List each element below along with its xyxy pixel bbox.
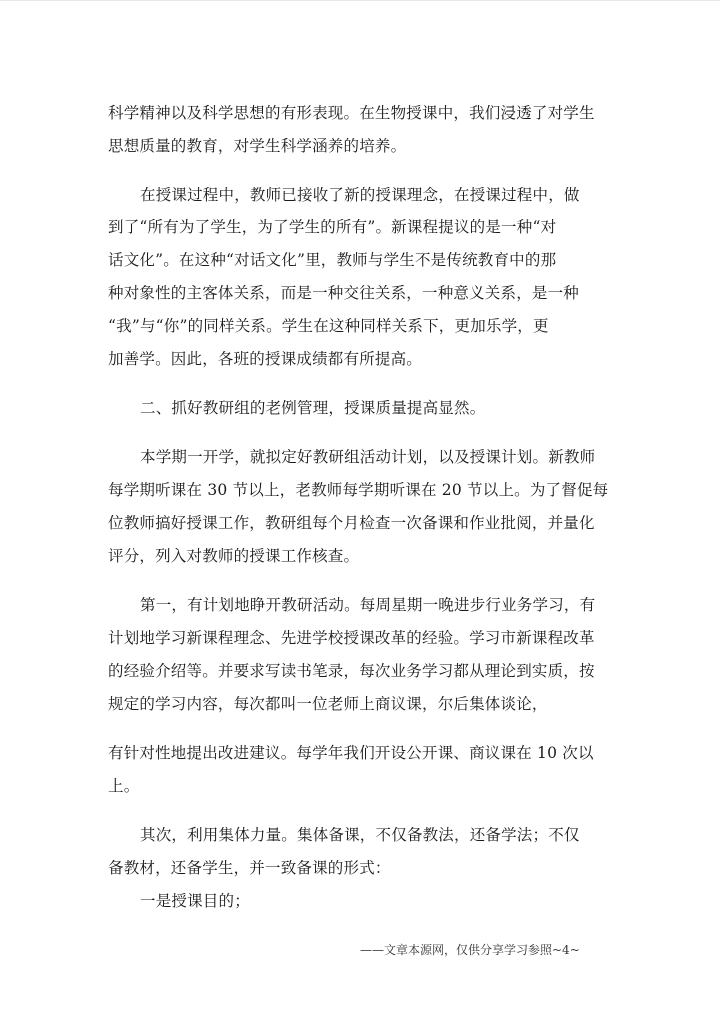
paragraph-line: 的经验介绍等。并要求写读书笔录，每次业务学习都从理论到实质，按 bbox=[108, 662, 595, 680]
paragraph-line: 位教师搞好授课工作，教研组每个月检查一次备课和作业批阅，并量化 bbox=[108, 514, 595, 532]
paragraph-line: 思想质量的教育，对学生科学涵养的培养。 bbox=[108, 137, 407, 155]
paragraph-line: 话文化”。在这种“对话文化”里，教师与学生不是传统教育中的那 bbox=[108, 251, 557, 269]
page-footer: ——文章本源网，仅供分享学习参照~4~ bbox=[360, 943, 580, 957]
paragraph-line: 本学期一开学，就拟定好教研组活动计划，以及授课计划。新教师 bbox=[140, 448, 596, 466]
paragraph-line: 科学精神以及科学思想的有形表现。在生物授课中，我们浸透了对学生 bbox=[108, 104, 595, 122]
paragraph-line: 加善学。因此，各班的授课成绩都有所提高。 bbox=[108, 350, 423, 368]
paragraph-line: 计划地学习新课程理念、先进学校授课改革的经验。学习市新课程改革 bbox=[108, 629, 595, 647]
paragraph-line: 规定的学习内容，每次都叫一位老师上商议课，尔后集体谈论， bbox=[108, 695, 548, 713]
paragraph-line: 每学期听课在 30 节以上，老教师每学期听课在 20 节以上。为了督促每 bbox=[108, 481, 609, 499]
paragraph-line: 评分，列入对教师的授课工作核查。 bbox=[108, 547, 360, 565]
paragraph-line: 种对象性的主客体关系，而是一种交往关系，一种意义关系，是一种 bbox=[108, 284, 580, 302]
section-heading: 二、抓好教研组的老例管理，授课质量提高显然。 bbox=[140, 399, 486, 417]
paragraph-line: 第一，有计划地睁开教研活动。每周星期一晚进步行业务学习，有 bbox=[140, 596, 596, 614]
paragraph-line: 到了“所有为了学生，为了学生的所有”。新课程提议的是一种“对 bbox=[108, 218, 557, 236]
paragraph-line: 一是授课目的； bbox=[140, 892, 250, 910]
paragraph-line: 有针对性地提出改进建议。每学年我们开设公开课、商议课在 10 次以 bbox=[108, 744, 594, 762]
paragraph-line: 其次，利用集体力量。集体备课，不仅备教法，还备学法；不仅 bbox=[140, 826, 580, 844]
paragraph-line: 在授课过程中，教师已接收了新的授课理念，在授课过程中，做 bbox=[140, 186, 580, 204]
paragraph-line: “我”与“你”的同样关系。学生在这种同样关系下，更加乐学，更 bbox=[108, 317, 549, 335]
paragraph-line: 备教材，还备学生，并一致备课的形式： bbox=[108, 859, 391, 877]
paragraph-line: 上。 bbox=[108, 777, 140, 795]
